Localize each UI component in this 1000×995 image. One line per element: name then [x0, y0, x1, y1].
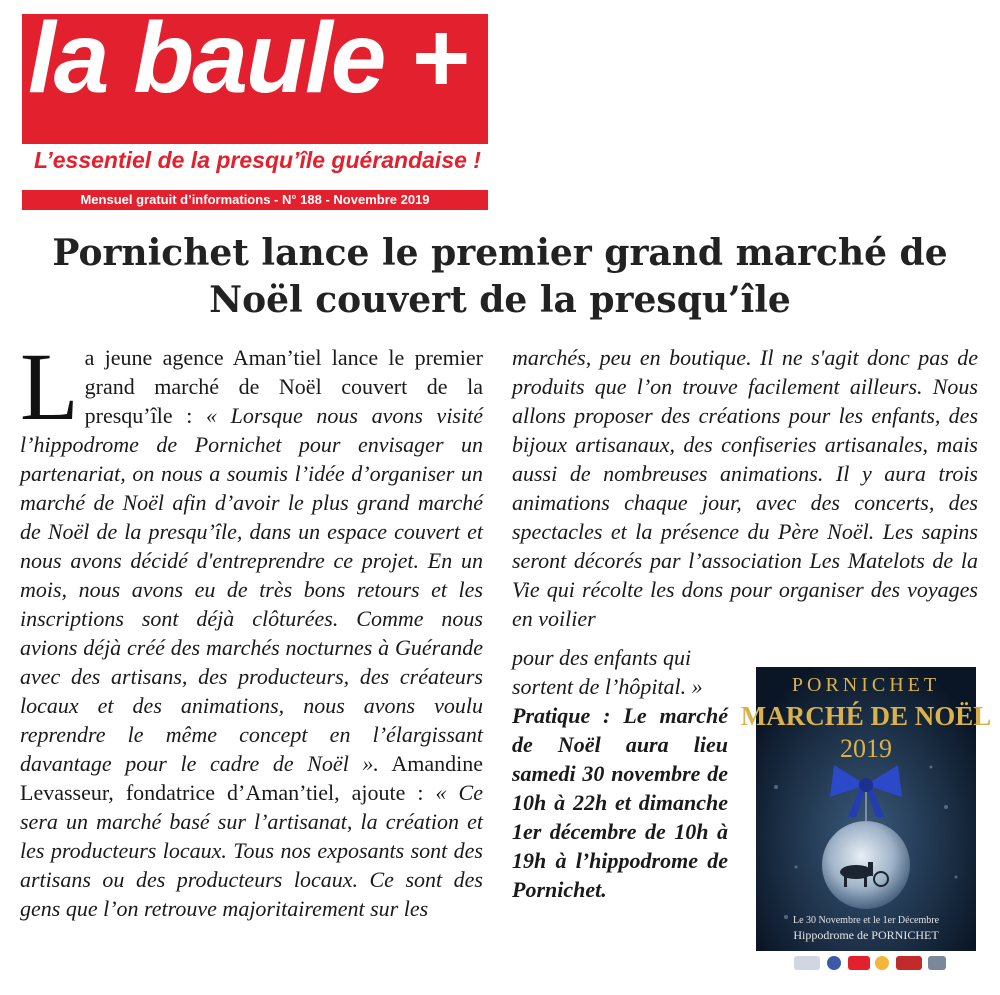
article-headline: Pornichet lance le premier grand marché de Noël couvert de la presqu’île [52, 232, 948, 321]
poster-illustration [740, 667, 992, 975]
poster-dates: Le 30 Novembre et le 1er Décembre [792, 915, 940, 926]
masthead [22, 2, 488, 210]
quote-text-3: marchés, peu en boutique. Il ne s'agit donc pas de produits que l’on trouve facilement ailleurs. Nous allons proposer des créations pour les enfants, des bijoux artisanaux, des confiseries artisanales, mais aussi de nombreuses animations. Il y aura trois animations chaque jour, avec des concerts, des spectacles et la présence du Père Noël. Les sapins seront décorés par l’association Les Matelots de la Vie qui récolte les dons pour organiser des voyages en voilier [512, 345, 978, 631]
poster-title: MARCHÉ DE NOËL [740, 701, 992, 731]
poster-venue: Hippodrome de PORNICHET [793, 928, 939, 942]
quote-text-1: « Lorsque nous avons visité l’hippodrome de Pornichet pour envisager un partenariat, on nous a soumis l’idée d’organiser un marché de Noël afin d’avoir le plus grand marché de Noël de la presqu’île, dans un espace couvert et nous avons décidé d'entreprendre ce projet. En un mois, nous avons eu de très bons retours et les inscriptions sont déjà clôturées. Comme nous avions déjà créé des marchés nocturnes à Guérande avec des artisans, des producteurs, des créateurs locaux et des animations, nous avons voulu reprendre le même concept en l’élargissant davantage pour le cadre de Noël ». [20, 403, 483, 776]
article-column-bottom [512, 643, 728, 973]
ornament-ball-icon [822, 821, 910, 909]
masthead-tagline-band [22, 144, 488, 188]
masthead-issue-line: Mensuel gratuit d’informations - N° 188 - Novembre 2019 [80, 192, 430, 207]
masthead-tagline: L’essentiel de la presqu’île guérandaise ! [34, 147, 481, 173]
poster-year: 2019 [840, 734, 892, 763]
quote-text-2: « Ce sera un marché basé sur l’artisanat, la création et les producteurs locaux. Tous nos exposants sont des artisans ou des producteurs locaux. Ce sont des gens que l’on retrouve majoritairement sur les [20, 780, 483, 921]
attribution-text: Amandine Levasseur, fondatrice d’Aman’tiel, ajoute : [20, 751, 483, 805]
masthead-issue-bar [22, 190, 488, 210]
intro-text: a jeune agence Aman’tiel lance le premier grand marché de Noël couvert de la presqu’île : [84, 345, 483, 428]
quote-text-end: pour des enfants qui sortent de l’hôpital. » [512, 645, 703, 699]
practical-info: Pratique : Le marché de Noël aura lieu samedi 30 novembre de 10h à 22h et dimanche 1er décembre de 10h à 19h à l’hippodrome de Pornichet. [512, 703, 728, 902]
poster-town: PORNICHET [791, 674, 941, 696]
dropcap: L [20, 333, 79, 440]
masthead-title: la baule + [28, 2, 467, 114]
event-poster [740, 667, 992, 975]
article-column-right [512, 343, 978, 643]
article-column-left [20, 333, 483, 968]
masthead-logo-band [22, 2, 488, 144]
